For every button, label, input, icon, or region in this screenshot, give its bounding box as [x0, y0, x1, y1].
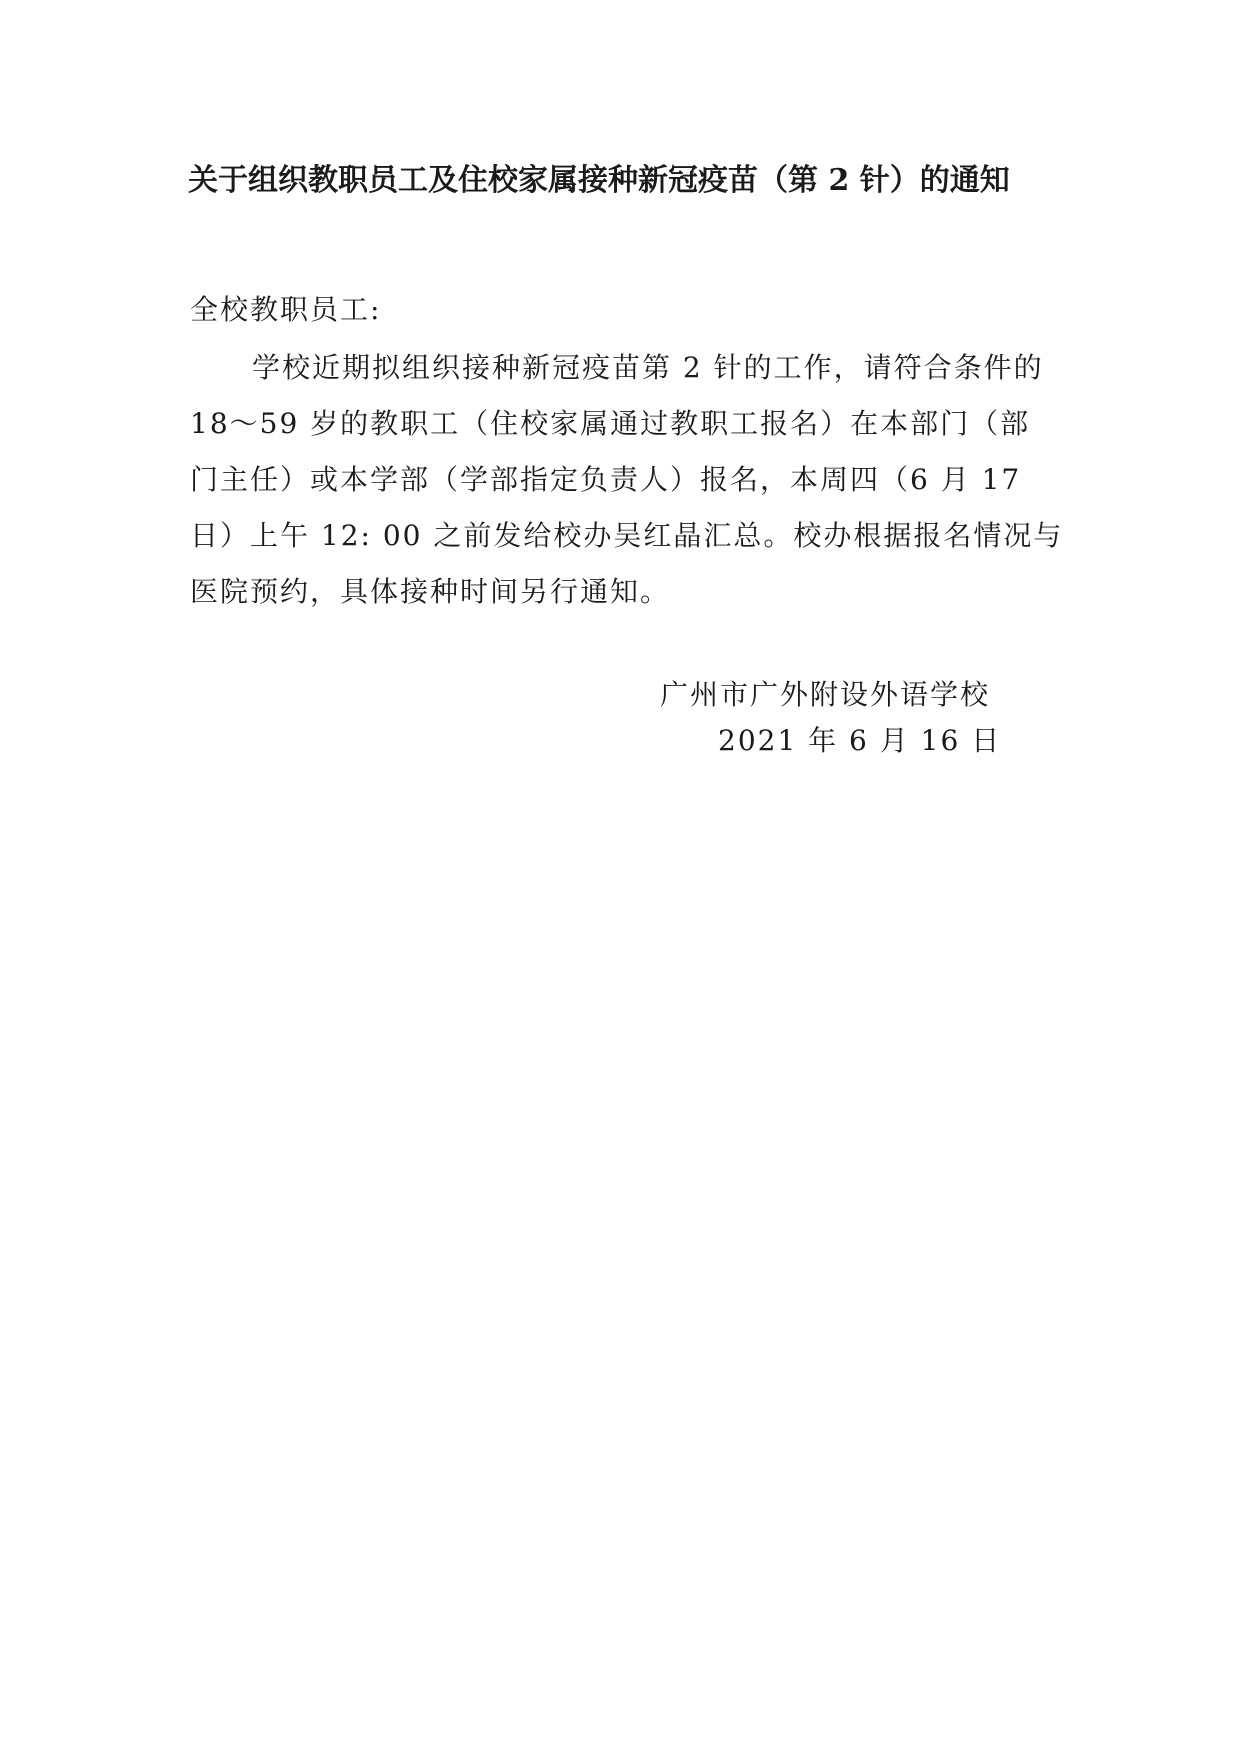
- body-line: 日）上午 12: 00 之前发给校办吴红晶汇总。校办根据报名情况与: [190, 519, 1064, 552]
- salutation: 全校教职员工:: [190, 293, 382, 326]
- signature-date: 2021 年 6 月 16 日: [718, 724, 1002, 757]
- body-line: 学校近期拟组织接种新冠疫苗第 2 针的工作，请符合条件的: [252, 351, 1044, 384]
- document-title: 关于组织教职员工及住校家属接种新冠疫苗（第 2 针）的通知: [188, 163, 1010, 198]
- body-line: 医院预约，具体接种时间另行通知。: [190, 575, 671, 608]
- signature-organization: 广州市广外附设外语学校: [660, 678, 991, 711]
- body-paragraph: [190, 340, 1070, 620]
- body-line: 门主任）或本学部（学部指定负责人）报名，本周四（6 月 17: [190, 463, 1022, 496]
- body-line: 18～59 岁的教职工（住校家属通过教职工报名）在本部门（部: [190, 407, 1031, 440]
